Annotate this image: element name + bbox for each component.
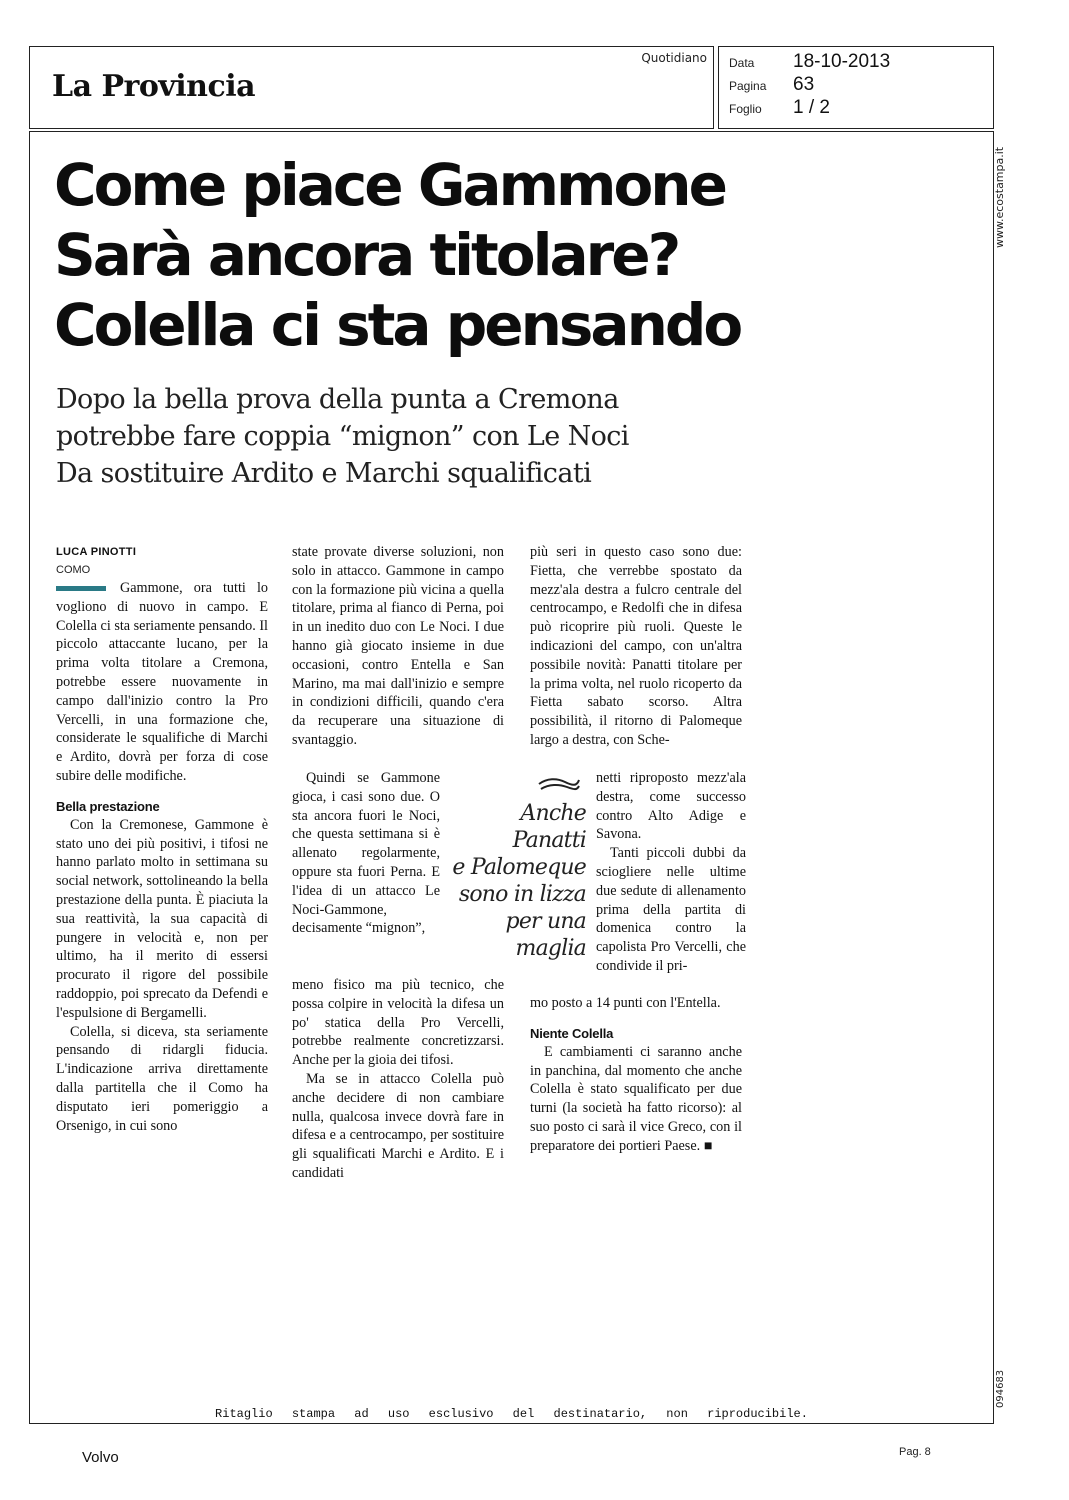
subhead-line: Da sostituire Ardito e Marchi squalificati: [56, 458, 592, 489]
meta-date-label: Data: [729, 56, 755, 70]
pullquote: [440, 800, 586, 962]
article-column-2-top: [292, 543, 504, 750]
article-column-3-narrow: [596, 769, 746, 976]
article-column-3-top: [530, 543, 742, 750]
section-subtitle: Niente Colella: [530, 1025, 614, 1041]
paragraph: E cambiamenti ci saranno anche in panchina, dal momento che anche Colella è stato squalificato per due turni (la società ha fatto ricorso): al suo posto ci sarà il vice Greco, con il preparatore dei portieri Paese. ■: [530, 1043, 742, 1154]
paragraph: Colella, si diceva, sta seriamente pensando di ridargli fiducia. L'indicazione arriva direttamente dalla partitella che il Como ha disputato ieri pomeriggio a Orsenigo, in cui sono: [56, 1023, 268, 1134]
paragraph-text: Gammone, ora tutti lo vogliono di nuovo in campo. E Colella ci sta seriamente pensando. Il piccolo attaccante lucano, per la prima volta titolare a Cremona, potrebbe essere nuovamente in campo dall'inizio contro la Pro Vercelli, in una formazione che, considerate le squalifiche di Marchi e Ardito, dovrà per forza di cose subire delle modifiche.: [56, 580, 268, 784]
subhead-line: Dopo la bella prova della punta a Cremona: [56, 384, 619, 415]
section-subtitle: Bella prestazione: [56, 798, 160, 814]
paragraph: state provate diverse soluzioni, non solo in attacco. Gammone in campo con la formazione più vicina a quella titolare, prima al fianco di Perna, poi in un inedito duo con Le Noci. I due hanno già giocato insieme in due occasioni, contro Entella e San Marino, ma mai dall'inizio e sempre in condizioni difficili, quando c'era da recuperare una situazione di svantaggio.: [292, 544, 504, 748]
headline-line: Colella ci sta pensando: [54, 291, 741, 359]
pullquote-line: Anche: [520, 801, 586, 826]
article-column-2-narrow: [292, 769, 440, 938]
headline-line: Sarà ancora titolare?: [54, 221, 679, 289]
side-url: www.ecostampa.it: [993, 146, 1006, 248]
meta-page-value: 63: [793, 74, 815, 95]
paragraph: Quindi se Gammone gioca, i casi sono due. O sta ancora fuori le Noci, che questa settimana si è allenato regolarmente, oppure sta fuori Perna. E l'idea di un attacco Le Noci-Gammone, decisamente “mignon”,: [292, 770, 440, 937]
byline-place: COMO: [56, 564, 91, 576]
paragraph: [56, 579, 268, 786]
pullquote-line: Panatti: [512, 828, 586, 853]
meta-page-label: Pagina: [729, 79, 767, 93]
meta-page-row: [729, 74, 814, 96]
pullquote-ornament-icon: [537, 776, 581, 794]
meta-date-value: 18-10-2013: [793, 51, 891, 72]
pullquote-line: sono in lizza: [458, 882, 586, 907]
side-code: 094683: [995, 1369, 1006, 1408]
paragraph: Tanti piccoli dubbi da sciogliere nelle ultime due sedute di allenamento prima della partita di domenica contro la capolista Pro Vercelli, che condivide il pri-: [596, 845, 746, 974]
headline-line: Come piace Gammone: [54, 151, 725, 219]
paragraph: meno fisico ma più tecnico, che possa colpire in velocità la difesa un po' statica della Pro Vercelli, potrebbe realmente concretizzarsi. Anche per la gioia dei tifosi.: [292, 977, 504, 1069]
paragraph: mo posto a 14 punti con l'Entella.: [530, 995, 721, 1011]
article-column-1: [56, 543, 268, 1135]
meta-sheet-value: 1 / 2: [793, 97, 830, 118]
paragraph: Ma se in attacco Colella può anche decidere di non cambiare nulla, qualcosa invece dovrà fare in difesa e a centrocampo, per sostituire gli squalificati Marchi e Ardito. E i candidati: [292, 1070, 504, 1181]
publication-type: Quotidiano: [641, 51, 707, 65]
article-column-3-bottom: [530, 994, 742, 1156]
subheadline: [56, 381, 816, 492]
paragraph: netti riproposto mezz'ala destra, come successo contro Alto Adige e Savona.: [596, 770, 746, 843]
pullquote-line: maglia: [515, 936, 586, 961]
byline-author: LUCA PINOTTI: [56, 546, 137, 558]
pullquote-line: per una: [505, 909, 586, 934]
masthead-box: [29, 46, 714, 129]
headline: [54, 150, 814, 360]
pullquote-line: e Palomeque: [452, 855, 586, 880]
page-number: Pag. 8: [899, 1446, 931, 1458]
meta-date-row: [729, 51, 890, 73]
newspaper-logo: La Provincia: [52, 69, 256, 104]
paragraph: più seri in questo caso sono due: Fietta, che verrebbe spostato da mezz'ala destra a fulcro centrale del centrocampo, e Redolfi che in difesa può ricoprire più ruoli. Queste le indicazioni del campo, con un'altra possibile novità: Panatti titolare per la prima volta, nel ruolo ricoperto da Fietta sabato scorso. Altra possibilità, il ritorno di Palomeque largo a destra, con Sche-: [530, 544, 742, 748]
paragraph: Con la Cremonese, Gammone è stato uno dei più positivi, i tifosi ne hanno parlato molto in settimana su social network, sottolineando la bella prestazione della punta. È piaciuta la sua reattività, la sua capacità di pungere in velocità e, non per ultimo, ha il merito di essersi procurato il rigore del possibile raddoppio, poi sprecato da Defendi e l'espulsione di Bergamelli.: [56, 816, 268, 1021]
article-column-2-bottom: [292, 976, 504, 1183]
client-name: Volvo: [82, 1449, 119, 1466]
meta-sheet-label: Foglio: [729, 102, 762, 116]
meta-box: [718, 46, 994, 129]
meta-sheet-row: [729, 97, 830, 119]
reproduction-notice: Ritaglio stampa ad uso esclusivo del destinatario, non riproducibile.: [215, 1406, 808, 1421]
subhead-line: potrebbe fare coppia “mignon” con Le Noci: [56, 421, 629, 452]
lead-marker: [56, 586, 106, 591]
